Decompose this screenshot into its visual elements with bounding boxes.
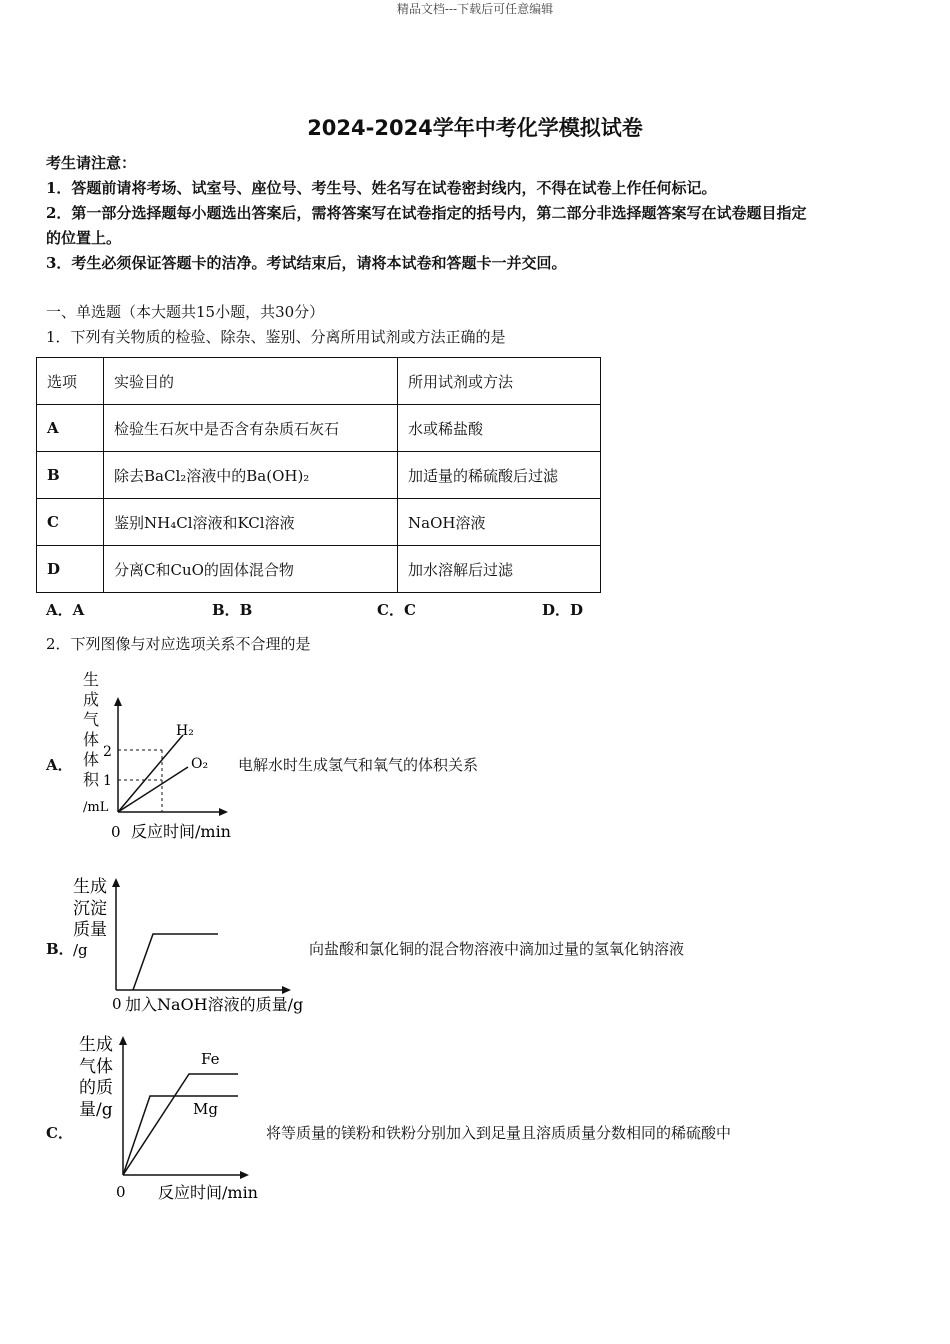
notice-item: 2．第一部分选择题每小题选出答案后，需将答案写在试卷指定的括号内，第二部分非选择题答案写在试卷题目指定	[46, 204, 807, 222]
arrow-up-icon	[119, 1036, 127, 1045]
table-cell: NaOH溶液	[398, 499, 601, 546]
choice-c[interactable]: C．C	[377, 601, 416, 619]
section-heading: 一、单选题（本大题共15小题，共30分）	[46, 303, 325, 321]
graph-c-ylabel: 量/g	[79, 1100, 113, 1120]
table-header-cell: 实验目的	[104, 358, 398, 405]
graph-c	[76, 1030, 266, 1206]
graph-c-ylabel: 气体	[79, 1057, 113, 1077]
series-line-mg	[123, 1096, 238, 1175]
graph-a-ylabel: 气	[83, 710, 100, 729]
graph-b-xlabel: 加入NaOH溶液的质量/g	[125, 995, 304, 1014]
table-cell: 分离C和CuO的固体混合物	[104, 546, 398, 593]
graph-b-ylabel: 生成	[73, 877, 107, 897]
series-label-o2: O₂	[191, 756, 209, 772]
page-title: 2024-2024学年中考化学模拟试卷	[307, 116, 643, 140]
option-c-desc: 将等质量的镁粉和铁粉分别加入到足量且溶质质量分数相同的稀硫酸中	[266, 1124, 732, 1142]
option-a-desc: 电解水时生成氢气和氧气的体积关系	[238, 756, 479, 774]
table-cell: 除去BaCl₂溶液中的Ba(OH)₂	[104, 452, 398, 499]
header-note: 精品文档---下载后可任意编辑	[396, 2, 554, 16]
choice-b[interactable]: B．B	[212, 601, 253, 619]
question-2-stem: 2．下列图像与对应选项关系不合理的是	[46, 635, 311, 653]
graph-b	[68, 870, 308, 1018]
graph-a-xlabel: 反应时间/min	[131, 822, 231, 841]
notice-item: 1．答题前请将考场、试室号、座位号、考生号、姓名写在试卷密封线内，不得在试卷上作任何标记。	[46, 179, 717, 197]
series-line-precipitate	[133, 934, 218, 990]
tick-label: 2	[103, 744, 112, 760]
table-cell: 检验生石灰中是否含有杂质石灰石	[104, 405, 398, 452]
option-b-letter[interactable]: B．	[46, 940, 74, 958]
table-row	[37, 405, 601, 452]
table-row	[37, 499, 601, 546]
table-cell: B	[37, 452, 104, 499]
table-cell: 鉴别NH₄Cl溶液和KCl溶液	[104, 499, 398, 546]
option-a-letter[interactable]: A．	[46, 756, 73, 774]
series-label-h2: H₂	[176, 723, 194, 739]
tick-label: 1	[103, 773, 112, 789]
table-cell: 加水溶解后过滤	[398, 546, 601, 593]
series-label-fe: Fe	[201, 1050, 220, 1068]
notice-item: 的位置上。	[46, 229, 122, 247]
table-row	[37, 452, 601, 499]
choice-a[interactable]: A．A	[46, 601, 85, 619]
graph-a-ylabel: 积	[83, 770, 100, 789]
table-cell: C	[37, 499, 104, 546]
question-1-stem: 1．下列有关物质的检验、除杂、鉴别、分离所用试剂或方法正确的是	[46, 328, 506, 346]
table-header-row	[37, 358, 601, 405]
table-cell: D	[37, 546, 104, 593]
question-1-table	[36, 357, 601, 593]
graph-a-ylabel: 体	[83, 730, 100, 749]
table-cell: 加适量的稀硫酸后过滤	[398, 452, 601, 499]
table-row	[37, 546, 601, 593]
graph-c-ylabel: 生成	[79, 1035, 113, 1055]
series-line-o2	[118, 767, 188, 812]
graph-b-ylabel: 沉淀	[73, 899, 107, 919]
arrow-right-icon	[282, 986, 291, 994]
series-label-mg: Mg	[193, 1100, 218, 1118]
graph-c-xlabel: 反应时间/min	[158, 1183, 258, 1202]
option-c-letter[interactable]: C．	[46, 1124, 73, 1142]
arrow-up-icon	[114, 697, 122, 706]
origin-label: 0	[112, 995, 122, 1013]
option-b-desc: 向盐酸和氯化铜的混合物溶液中滴加过量的氢氧化钠溶液	[309, 940, 685, 958]
graph-a	[78, 665, 238, 845]
graph-b-ylabel: 质量	[73, 920, 107, 940]
graph-a-ylabel-unit: /mL	[83, 800, 109, 815]
choice-d[interactable]: D．D	[542, 601, 584, 619]
graph-a-ylabel: 生	[83, 670, 100, 689]
table-cell: 水或稀盐酸	[398, 405, 601, 452]
graph-a-ylabel: 体	[83, 750, 100, 769]
arrow-up-icon	[112, 878, 120, 887]
arrow-right-icon	[240, 1171, 249, 1179]
graph-a-ylabel: 成	[83, 690, 100, 709]
table-header-cell: 所用试剂或方法	[398, 358, 601, 405]
table-header-cell: 选项	[37, 358, 104, 405]
graph-c-ylabel: 的质	[79, 1078, 113, 1098]
table-cell: A	[37, 405, 104, 452]
series-line-h2	[118, 735, 183, 812]
origin-label: 0	[111, 823, 121, 841]
arrow-right-icon	[219, 808, 228, 816]
origin-label: 0	[116, 1183, 126, 1201]
notice-heading: 考生请注意：	[46, 154, 137, 172]
notice-item: 3．考生必须保证答题卡的洁净。考试结束后，请将本试卷和答题卡一并交回。	[46, 254, 567, 272]
graph-b-ylabel: /g	[73, 941, 88, 959]
